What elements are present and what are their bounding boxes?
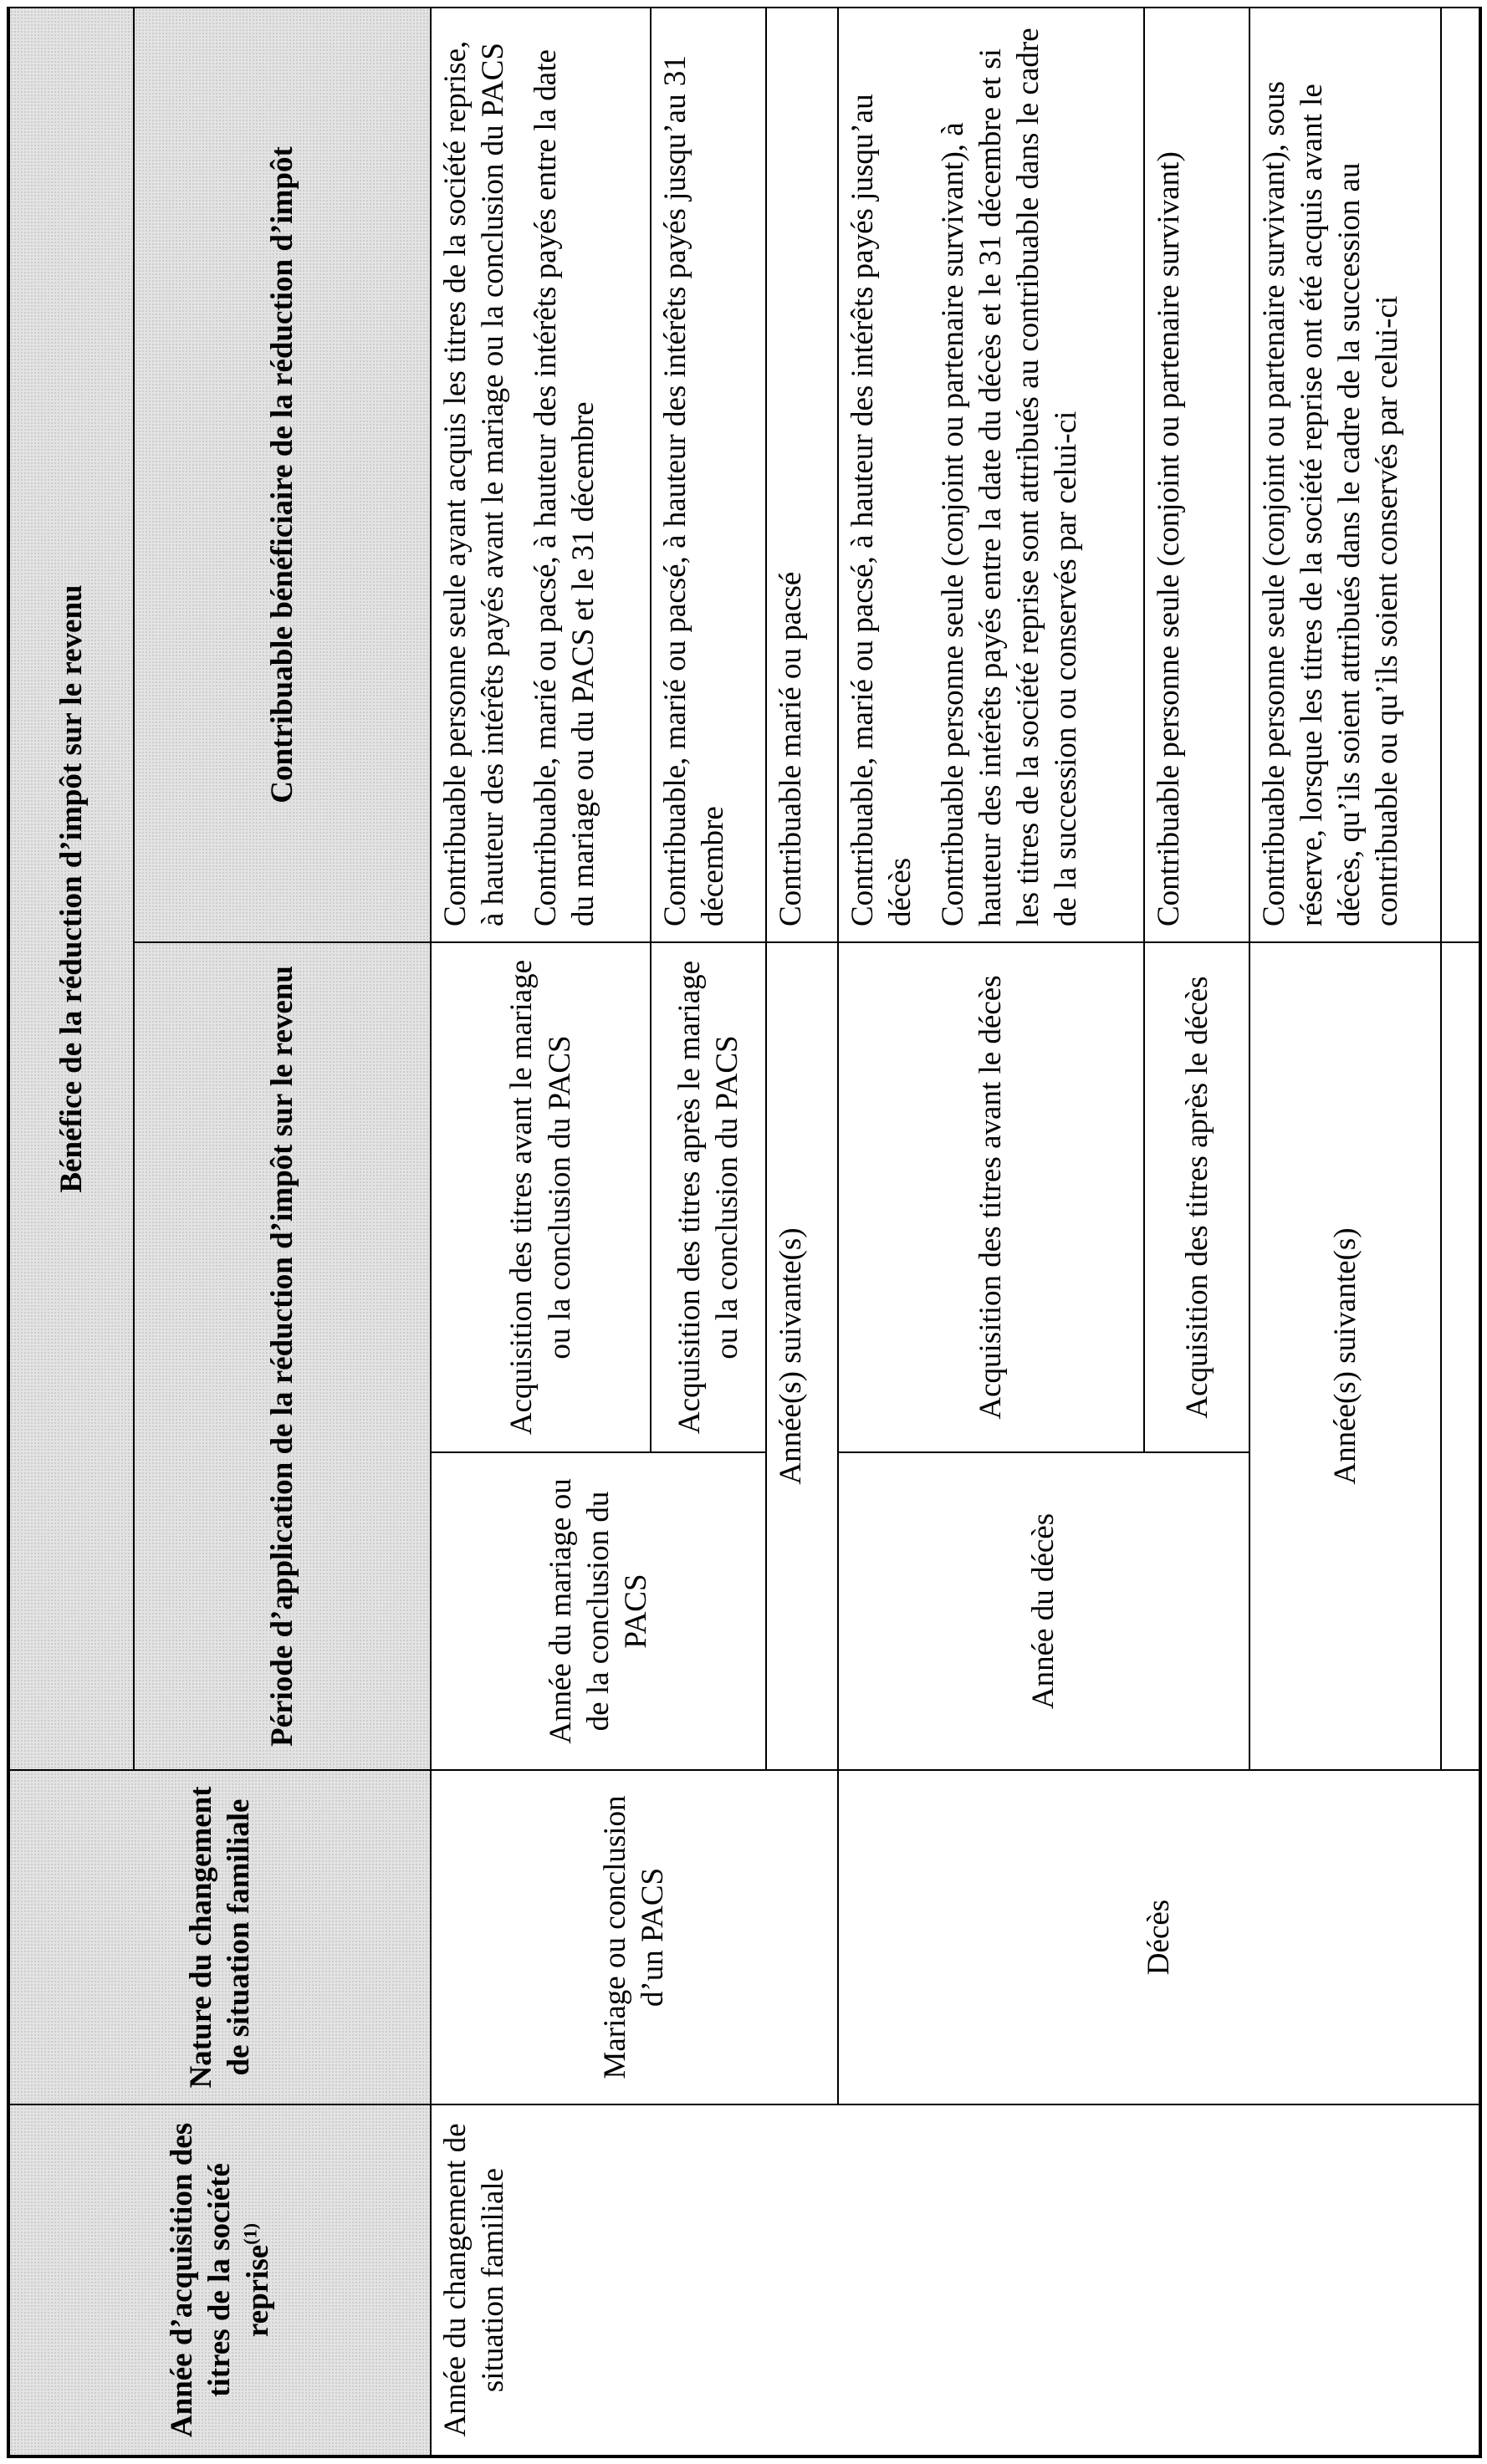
tax-reduction-table [8,7,1480,2456]
header-period: Période d’application de la réduction d’impôt sur le revenu [134,942,431,1770]
marriage-before-label: Acquisition des titres avant le mariage ou la conclusion du PACS [431,942,651,1452]
death-before-text-1: Contribuable, marié ou pacsé, à hauteur des intérêts payés jusqu’au décès [845,94,917,926]
death-before-text [838,8,1144,942]
death-before-label: Acquisition des titres avant le décès [838,942,1144,1452]
marriage-after-label: Acquisition des titres après le mariage ou la conclusion du PACS [651,942,765,1452]
death-following-text: Contribuable personne seule (conjoint ou partenaire survivant), sous réserve, lorsque les titres de la société reprise ont été acquis avant le décès, qu’ils soient attribués dans le cadre de la succession au contribuable ou qu’ils soient conservés par celui-ci [1249,8,1441,942]
year-change-cell: Année du changement de situation familiale [431,2104,1479,2456]
rotated-table-canvas [8,8,1480,2456]
marriage-year-cell: Année du mariage ou de la conclusion du PACS [431,1452,766,1770]
marriage-following-label: Année(s) suivante(s) [766,942,838,1770]
death-after-text: Contribuable personne seule (conjoint ou partenaire survivant) [1144,8,1249,942]
marriage-nature-cell: Mariage ou conclusion d’un PACS [431,1770,838,2104]
death-after-label: Acquisition des titres après le décès [1144,942,1249,1452]
header-beneficiary: Contribuable bénéficiaire de la réduction d’impôt [134,8,431,942]
death-filler-cell [1441,942,1479,1770]
header-benefit-group: Bénéfice de la réduction d’impôt sur le revenu [9,8,134,1770]
header-year-acquisition: Année d’acquisition des titres de la société reprise$^{(1)}$ [9,2104,431,2456]
death-filler-cell-2 [1441,8,1479,942]
header-nature-change: Nature du changement de situation familiale [9,1770,431,2104]
marriage-following-text: Contribuable marié ou pacsé [766,8,838,942]
death-following-label: Année(s) suivante(s) [1249,942,1441,1770]
death-year-cell: Année du décès [838,1452,1249,1770]
death-nature-cell: Décès [838,1770,1479,2104]
death-before-text-2: Contribuable personne seule (conjoint ou partenaire survivant), à hauteur des intérêts payés entre la date du décès et le 31 décembre et si les titres de la société reprise sont attribués au contribuable dans le cadre de la succession ou conservés par celui-ci [935,28,1084,926]
marriage-before-text-2: Contribuable, marié ou pacsé, à hauteur des intérêts payés entre la date du mariage ou du PACS et le 31 décembre [529,49,601,926]
marriage-after-text: Contribuable, marié ou pacsé, à hauteur des intérêts payés jusqu’au 31 décembre [651,8,765,942]
document-page [7,7,1482,2458]
marriage-before-text [431,8,651,942]
marriage-before-text-1: Contribuable personne seule ayant acquis les titres de la société reprise, à hauteur des intérêts payés avant le mariage ou la conclusion du PACS [437,40,511,926]
